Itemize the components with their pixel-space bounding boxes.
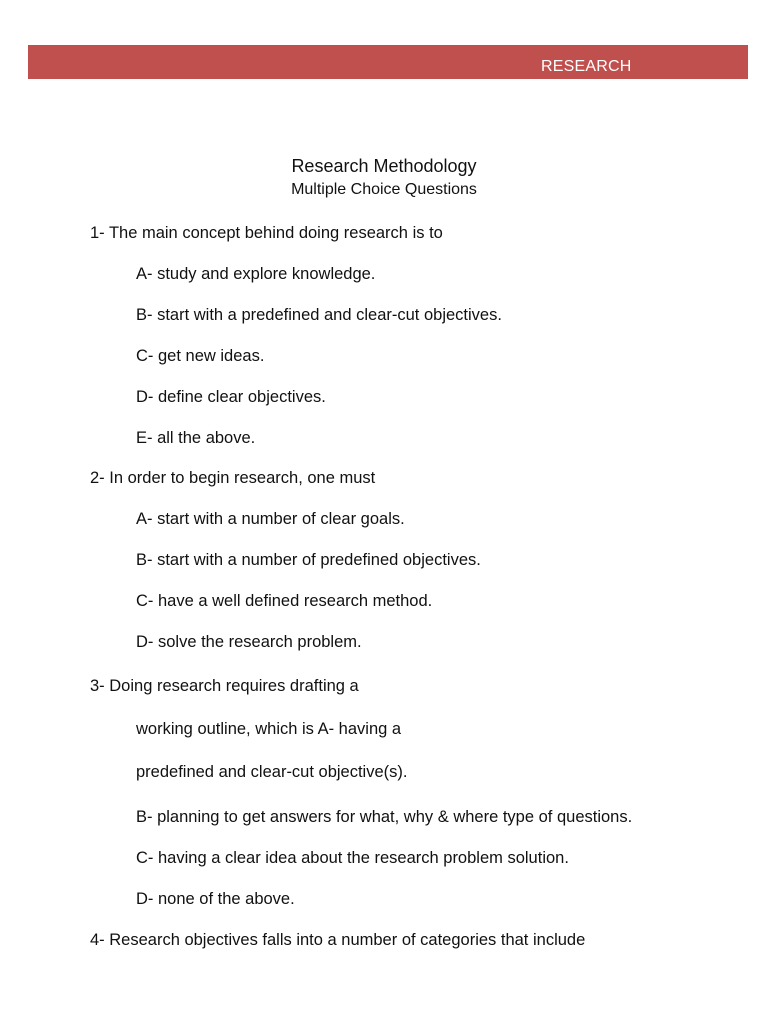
question-2-option-c: C- have a well defined research method. <box>136 592 433 610</box>
question-2-option-d: D- solve the research problem. <box>136 633 362 651</box>
question-1-option-a: A- study and explore knowledge. <box>136 265 376 283</box>
question-3-option-b: B- planning to get answers for what, why & where type of questions. <box>136 808 633 826</box>
page-title: Research Methodology <box>291 156 477 176</box>
question-1-option-d: D- define clear objectives. <box>136 388 326 406</box>
question-3-continuation-1: working outline, which is A- having a <box>136 720 402 738</box>
header-label: RESEARCH <box>541 58 632 75</box>
question-1: 1- The main concept behind doing research is to <box>90 224 443 242</box>
question-1-option-b: B- start with a predefined and clear-cut objectives. <box>136 306 502 324</box>
question-2-option-a: A- start with a number of clear goals. <box>136 510 405 528</box>
page-subtitle: Multiple Choice Questions <box>291 181 477 198</box>
question-3-option-c: C- having a clear idea about the research problem solution. <box>136 849 569 867</box>
question-1-option-e: E- all the above. <box>136 429 256 447</box>
question-1-option-c: C- get new ideas. <box>136 347 265 365</box>
question-3-option-d: D- none of the above. <box>136 890 295 908</box>
question-2: 2- In order to begin research, one must <box>90 469 376 487</box>
question-3: 3- Doing research requires drafting a <box>90 677 359 695</box>
question-4: 4- Research objectives falls into a number of categories that include <box>90 931 586 949</box>
header-band <box>28 45 748 79</box>
question-2-option-b: B- start with a number of predefined objectives. <box>136 551 481 569</box>
question-3-continuation-2: predefined and clear-cut objective(s). <box>136 763 408 781</box>
